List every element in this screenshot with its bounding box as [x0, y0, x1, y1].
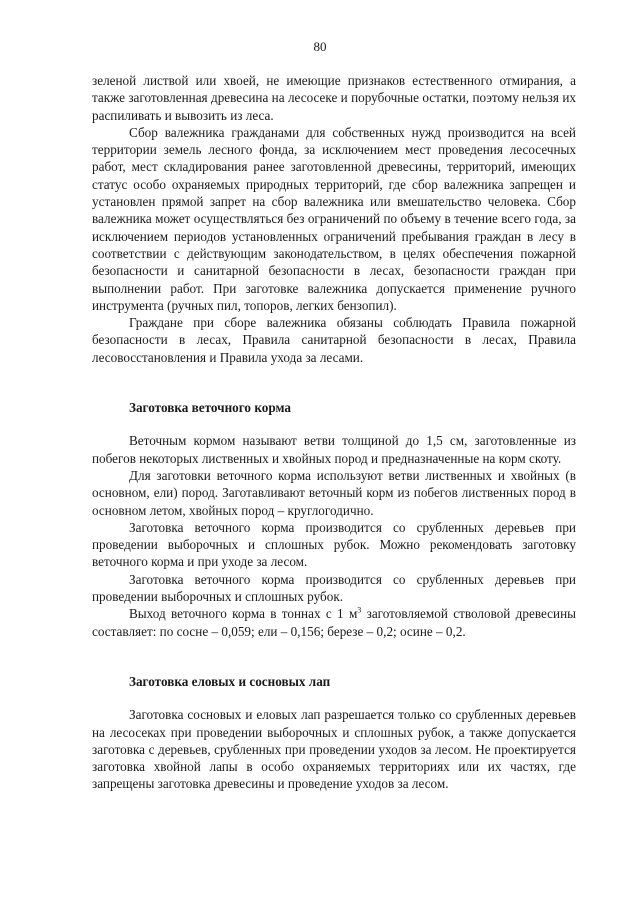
conifer-branches-paragraph: Заготовка сосновых и еловых лап разрешается только со срубленных деревьев на лесосеках при проведении выборочных и сплошных рубок, а также допускается заготовка с деревьев, срубленных при проведении уходов за лесом. Не проектируется заготовка хвойной лапы в особо охраняемых территориях или их частях, где запрещены заготовка древесины и проведение уходов за лесом. [92, 707, 576, 792]
heading-spacer [92, 690, 576, 706]
deadwood-paragraph: Сбор валежника гражданами для собственных нужд производится на всей территории земель лесного фонда, за исключением мест проведения лесосечных работ, мест складирования ранее заготовленной древесины, территорий, имеющих статус особо охраняемых природных территорий, где сбор валежника запрещен и установлен прямой запрет на сбор валежника или вмешательство человека. Сбор валежника может осуществляться без ограничений по объему в течение всего года, за исключением периодов установленных ограничений пребывания граждан в лесу в соответствии с действующим законодательством, в целях обеспечения пожарной безопасности и санитарной безопасности в лесах, безопасности граждан при выполнении работ. При заготовке валежника допускается применение ручного инструмента (ручных пил, топоров, легких бензопил). [92, 124, 576, 313]
branch-feed-paragraph-2: Для заготовки веточного корма используют ветви лиственных и хвойных (в основном, ели) пород. Заготавливают веточный корм из побегов лиственных пород в основном летом, хвойных пород – круглогодично. [92, 467, 576, 518]
section-heading-conifer-branches: Заготовка еловых и сосновых лап [129, 673, 331, 689]
branch-feed-paragraph-4: Заготовка веточного корма производится со срубленных деревьев при проведении выборочных и сплошных рубок. [92, 571, 576, 605]
yield-text-end: заготовляемой стволовой древесины составляет: по сосне – 0,059; ели – 0,156; березе – 0,2; осине – 0,2. [92, 606, 576, 639]
section-spacer [92, 366, 576, 399]
branch-feed-paragraph-5 [92, 605, 576, 640]
section-heading-branch-feed: Заготовка веточного корма [129, 400, 291, 416]
branch-feed-paragraph-1: Веточным кормом называют ветви толщиной до 1,5 см, заготовленные из побегов некоторых лиственных и хвойных пород и предназначенные на корм скоту. [92, 433, 576, 466]
yield-text-start: Выход веточного корма в тоннах с 1 м [129, 606, 358, 622]
intro-paragraph: зеленой листвой или хвоей, не имеющие признаков естественного отмирания, а также заготовленная древесина на лесосеке и порубочные остатки, поэтому нельзя их распиливать и вывозить из леса. [92, 73, 576, 123]
heading-spacer [92, 416, 576, 432]
cubic-superscript: 3 [357, 605, 362, 615]
branch-feed-paragraph-3: Заготовка веточного корма производится со срубленных деревьев при проведении выборочных и сплошных рубок. Можно рекомендовать заготовку веточного корма и при уходе за лесом. [92, 519, 576, 570]
document-body [92, 72, 576, 793]
rules-paragraph: Граждане при сборе валежника обязаны соблюдать Правила пожарной безопасности в лесах, Правила санитарной безопасности в лесах, Правила лесовосстановления и Правила ухода за лесами. [92, 315, 576, 365]
page-number: 80 [313, 39, 327, 54]
section-spacer [92, 640, 576, 673]
